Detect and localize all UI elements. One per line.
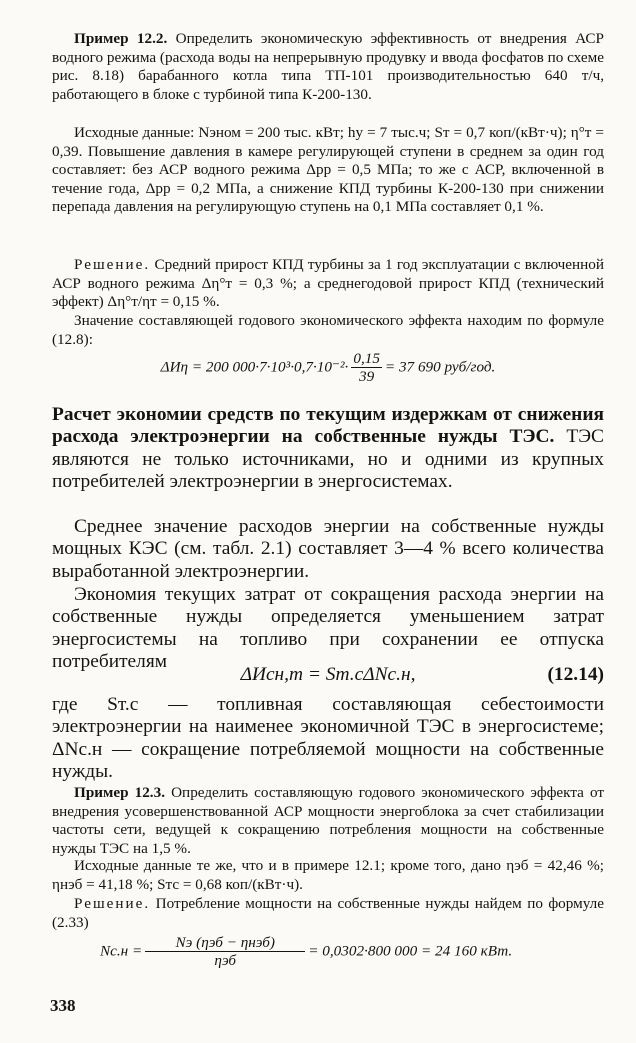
example-12-2-formula [52, 350, 604, 386]
section-p2: Среднее значение расходов энергии на собственные нужды мощных КЭС (см. табл. 2.1) составляет 3—4 % всего количества выработанной электроэнергии. [52, 516, 604, 582]
formula-denominator: ηэб [214, 952, 237, 970]
example-12-3-solution-label: Решение. [74, 895, 151, 912]
formula-numerator: 0,15 [353, 350, 380, 367]
example-12-2-text: Определить экономическую эффективность от внедрения АСР водного режима (расхода воды на непрерывную продувку и ввода фосфатов по схеме рис. 8.18) барабанного котла типа ТП-101 производительностью 640 т/ч, работающего в блоке с турбиной типа К-200-130. [52, 30, 605, 103]
section-p4: где Sт.с — топливная составляющая себестоимости электроэнергии на наименее экономичной ТЭС в энергосистеме; ΔNс.н — сокращение потребляемой мощности на собственные нужды. [52, 694, 604, 783]
example-12-3-paragraph [52, 784, 604, 858]
section-heading: Расчет экономии средств по текущим издержкам от снижения расхода электроэнергии на собственные нужды ТЭС. [52, 404, 604, 448]
example-12-2-lead: Пример 12.2. [74, 30, 168, 47]
example-12-3-solution-text: Потребление мощности на собственные нужды найдем по формуле (2.33) [52, 895, 604, 931]
example-12-2-solution-text: Средний прирост КПД турбины за 1 год эксплуатации с включенной АСР водного режима Δη°т = 0,3 %; а среднегодовой прирост КПД (технический эффект) Δη°т/ηт = 0,15 %. [52, 256, 604, 311]
example-12-3-initial-data: Исходные данные те же, что и в примере 12.1; кроме того, дано ηэб = 42,46 %; ηнэб = 41,18 %; Sтс = 0,68 коп/(кВт·ч). [52, 857, 604, 893]
section-p1: ТЭС являются не только источниками, но и одними из крупных потребителей электроэнергии в энергосистемах. [52, 426, 604, 493]
page-number: 338 [50, 996, 76, 1015]
example-12-2-paragraph [52, 30, 604, 104]
formula-lhs: ΔИη = 200 000·7·10³·0,7·10⁻²· [160, 358, 349, 376]
formula-fraction [351, 350, 382, 386]
equation-12-14 [52, 664, 604, 686]
section-paragraph [52, 404, 604, 494]
equation-12-14-text: ΔИсн,т = Sт.сΔNс.н, [240, 664, 416, 685]
example-12-3-lead: Пример 12.3. [74, 784, 165, 801]
formula-denominator: 39 [359, 368, 375, 386]
section-p3: Экономия текущих затрат от сокращения расхода энергии на собственные нужды определяется уменьшением затрат энергосистемы на топливо при сохранении ее отпуска потребителям [52, 584, 604, 673]
formula-rhs: = 0,0302·800 000 = 24 160 кВт. [308, 942, 513, 960]
formula-fraction [145, 934, 305, 970]
example-12-3-formula [100, 934, 600, 970]
example-12-3-solution [52, 895, 604, 932]
equation-12-14-number: (12.14) [547, 664, 604, 685]
formula-rhs: = 37 690 руб/год. [384, 358, 496, 376]
formula-lhs: Nс.н = [100, 942, 143, 960]
example-12-3-text: Определить составляющую годового экономического эффекта от внедрения усовершенствованной АСР мощности энергоблока за счет стабилизации частоты сети, ведущей к сокращению потребления мощности на собственные нужды ТЭС на 1,5 %. [52, 784, 604, 857]
example-12-2-value-text: Значение составляющей годового экономического эффекта находим по формуле (12.8): [52, 312, 604, 348]
example-12-2-initial-data: Исходные данные: Nэном = 200 тыс. кВт; hу = 7 тыс.ч; Sт = 0,7 коп/(кВт·ч); η°т = 0,39. Повышение давления в камере регулирующей ступени в среднем за один год составляет: без АСР водного режима Δpр = 0,5 МПа; то же с АСР, включенной в течение года, Δpр = 0,2 МПа, а снижение КПД турбины К-200-130 при снижении перепада давления на регулирующую ступень на 0,1 МПа составляет 0,1 %. [52, 124, 604, 216]
example-12-2-solution-label: Решение. [74, 256, 151, 273]
formula-numerator: Nэ (ηэб − ηнэб) [145, 934, 305, 952]
example-12-2-solution [52, 256, 604, 312]
